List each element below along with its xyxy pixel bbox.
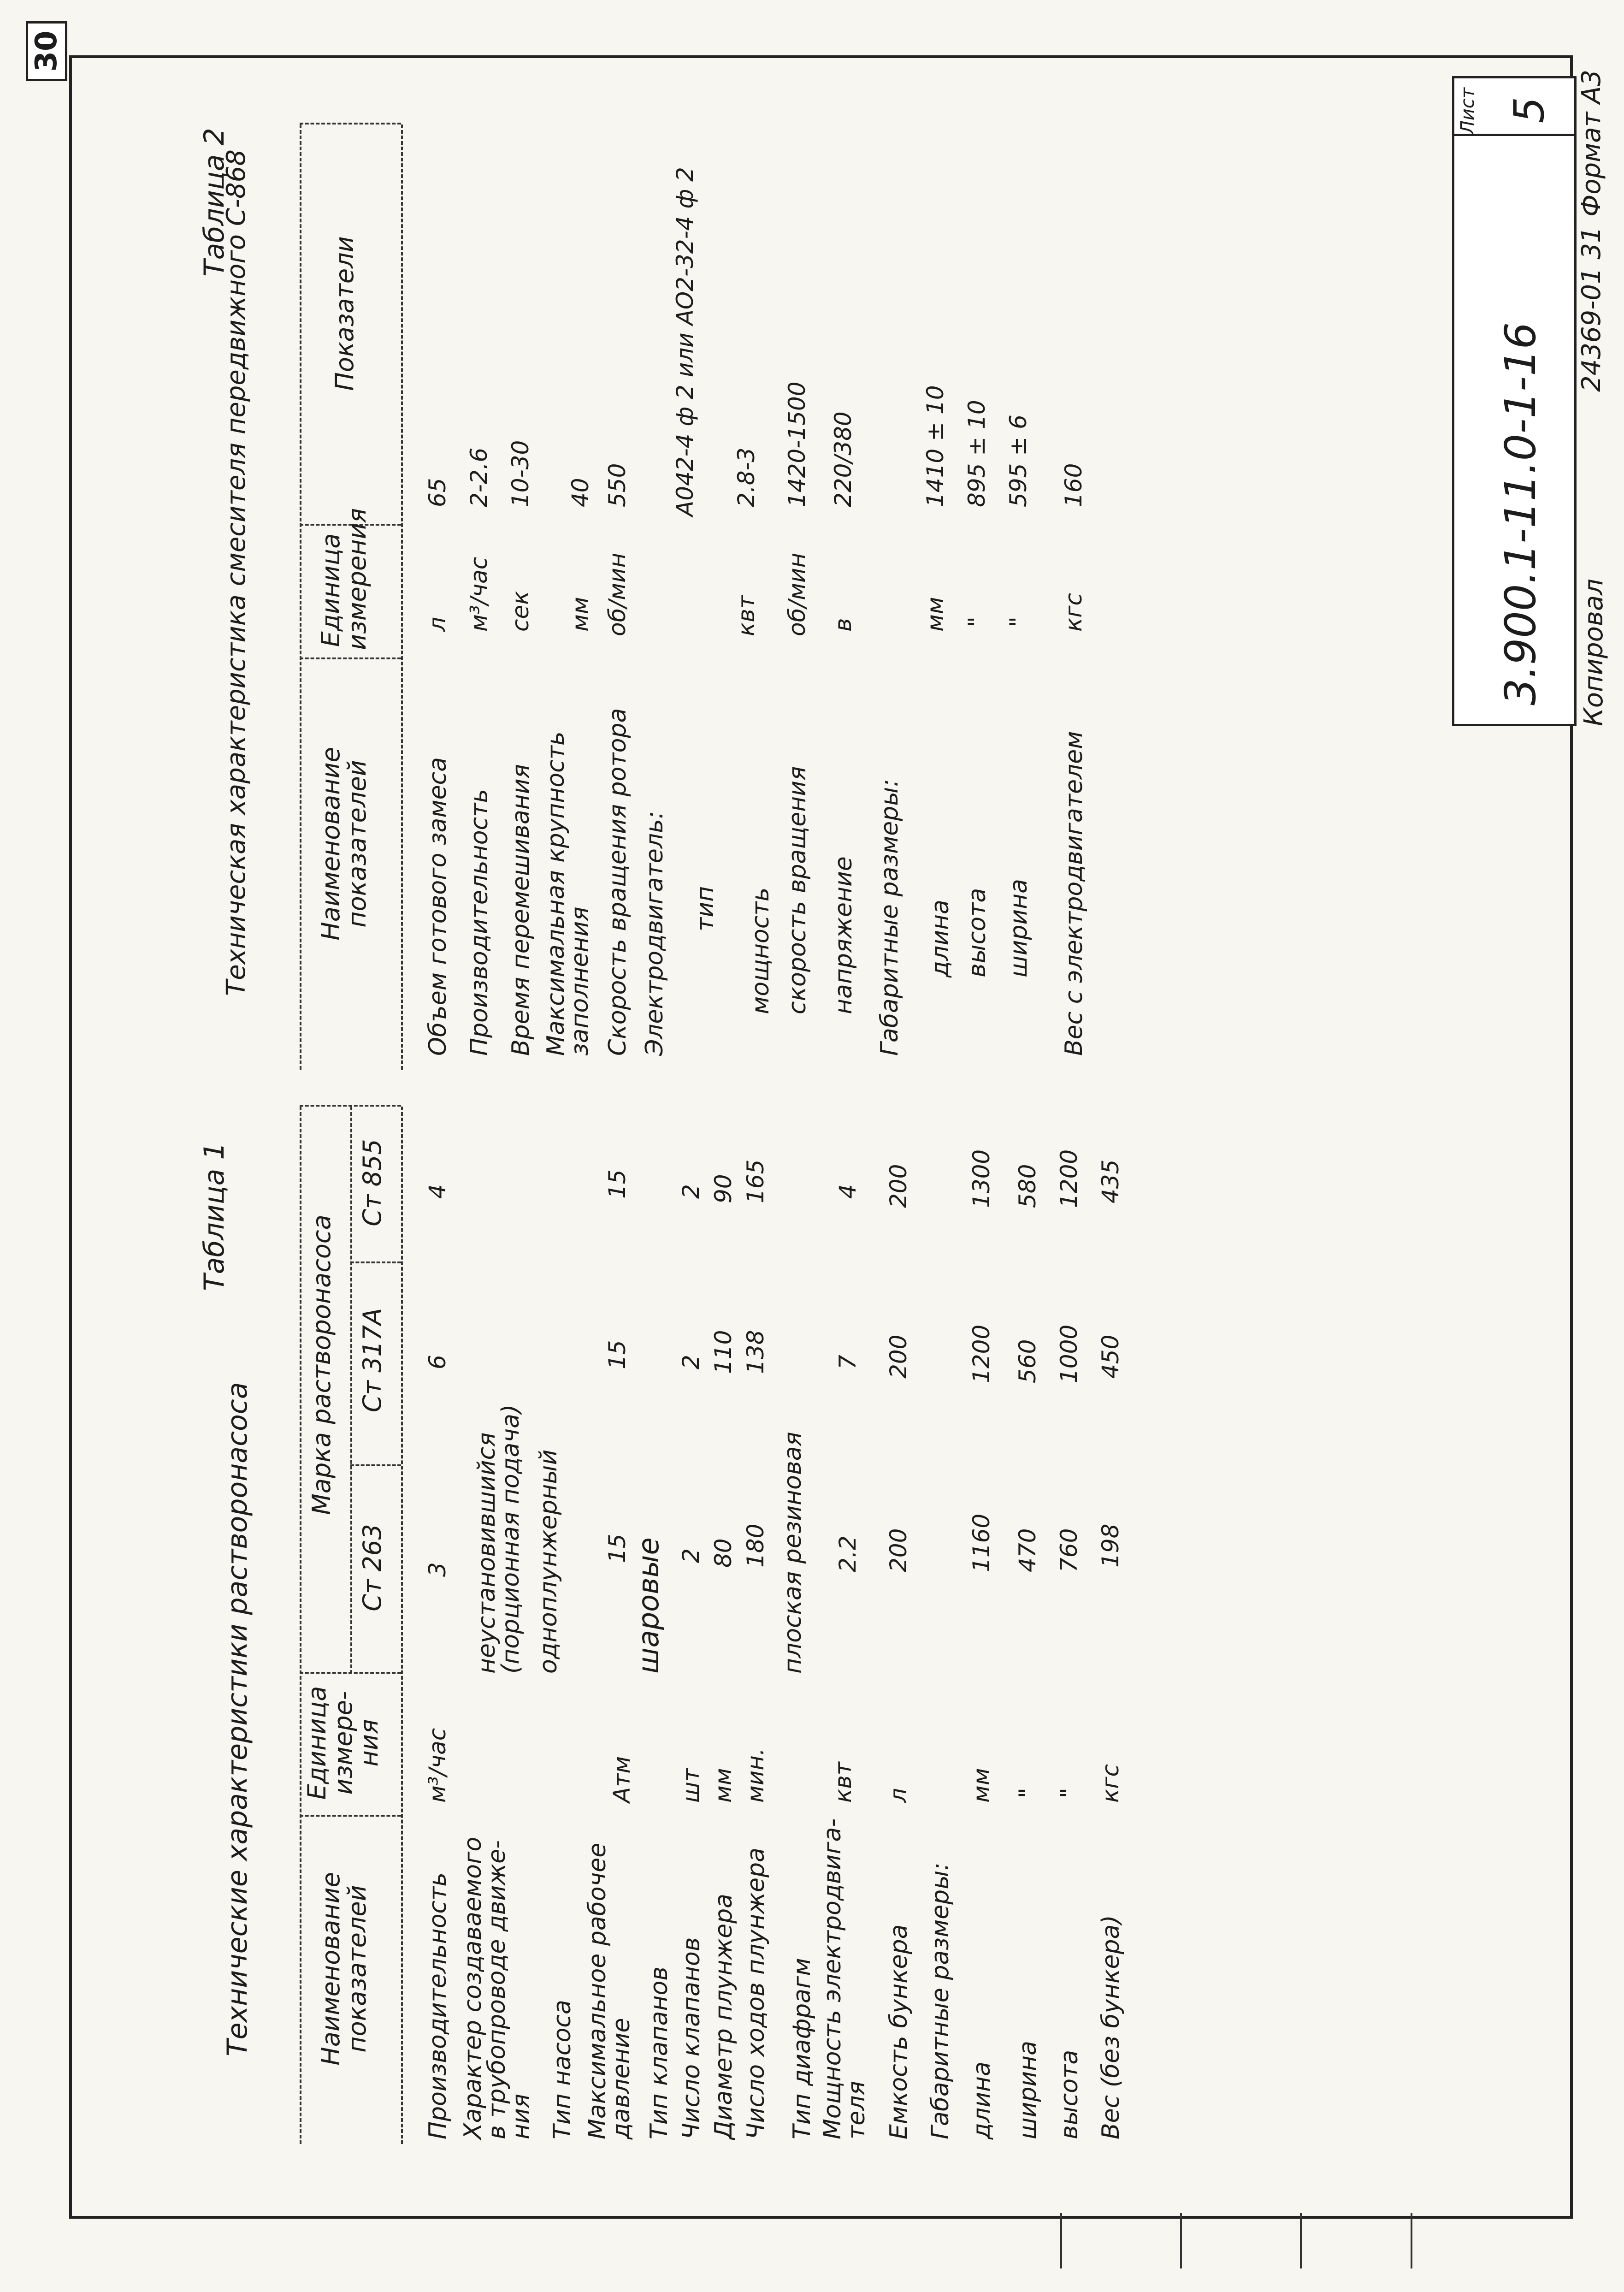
table2-row-name: ширина	[1005, 878, 1033, 977]
table1-row-value: 90	[710, 1174, 737, 1203]
table2-row-value: 895 ± 10	[963, 400, 990, 507]
table1-row-name: Число ходов плунжера	[742, 1848, 770, 2139]
table1-row-value: 580	[1014, 1164, 1041, 1208]
table1-header-unit: Единица измере- ния	[302, 1686, 384, 1800]
table1-row-value: 435	[1097, 1159, 1124, 1203]
table1-row-unit: л	[885, 1788, 912, 1803]
table2-row-value: 1410 ± 10	[922, 385, 949, 507]
table2-header-unit: Единица измерения	[316, 508, 372, 650]
table2-row-name: Скорость вращения ротора	[604, 708, 632, 1056]
title-block	[1452, 76, 1577, 726]
table1-row-value: 198	[1097, 1523, 1124, 1568]
table2-row-name: тип	[691, 886, 719, 931]
sheet-label: Лист	[1457, 88, 1478, 135]
table1-brand-sep	[350, 1107, 352, 1674]
title-block-area	[1406, 55, 1567, 2213]
table1-row-unit: Атм	[608, 1756, 635, 1803]
table1-row-name: Тип насоса	[549, 2000, 576, 2139]
table2-row-name: мощность	[747, 887, 774, 1014]
table2-row-name: Объем готового замеса	[424, 757, 452, 1056]
table1-header-top	[300, 1107, 301, 2144]
table1-row-value: 4	[834, 1184, 861, 1199]
table1-header-brand: Марка растворонасоса	[307, 1214, 336, 1515]
table2-header-top	[300, 124, 301, 1070]
rotated-sheet	[69, 55, 1609, 2213]
table2-row-value: 65	[424, 478, 451, 507]
table1-brand-2: Ст 317А	[358, 1308, 387, 1413]
table1-row-value: 2	[678, 1548, 704, 1563]
table1-row-value: 2	[678, 1184, 704, 1199]
table1-row-value: 200	[885, 1528, 912, 1572]
table1-row-name: высота	[1056, 2049, 1083, 2139]
table1-row-value: 1300	[968, 1149, 995, 1208]
table2-row-value: 10-30	[507, 440, 534, 507]
table2-row-name: скорость вращения	[784, 766, 811, 1014]
margin-divider	[1060, 2213, 1062, 2268]
table1-row-value: 180	[742, 1523, 769, 1568]
table2-row-name: Габаритные размеры:	[876, 779, 904, 1056]
table1-row-name: Тип клапанов	[645, 1966, 673, 2139]
table2-row-value: 2.8-3	[733, 447, 760, 507]
table1-row-span: неустановившийся (порционная подача)	[473, 1404, 525, 1674]
table1-row-unit: "	[1056, 1788, 1082, 1798]
table1-row-unit: мин.	[742, 1748, 769, 1803]
table2-row-unit: "	[963, 616, 990, 627]
table1-col-sep	[300, 1105, 401, 1107]
table1-row-name: Мощность электродвига- теля	[819, 1818, 870, 2139]
table1-brand-3: Ст 855	[358, 1139, 387, 1226]
footer	[1572, 55, 1624, 2213]
table2-row-unit: в	[830, 618, 856, 632]
table1-row-unit: шт	[678, 1768, 704, 1803]
table1-row-value: 560	[1014, 1339, 1041, 1383]
table1-row-unit: мм	[968, 1768, 995, 1803]
table1-row-value: 1000	[1056, 1324, 1082, 1383]
table1-row-value: 6	[424, 1355, 451, 1369]
table1-row-name: Максимальное рабочее давление	[584, 1842, 635, 2139]
table1-row-value: 80	[710, 1538, 737, 1568]
table2-row-name: напряжение	[830, 856, 857, 1014]
table1-row-value: 165	[742, 1159, 769, 1203]
table1-row-value: 7	[834, 1355, 861, 1369]
table2-title: Техническая характеристика смесителя передвижного С-868	[221, 149, 251, 996]
table1-row-name: Габаритные размеры:	[927, 1862, 954, 2139]
table2-row-value: 40	[567, 478, 594, 507]
copied-by: Копировал	[1579, 579, 1609, 726]
table2-row-value: 595 ± 6	[1005, 415, 1032, 507]
sheet-no: 5	[1505, 97, 1553, 124]
table1-row-value: 15	[604, 1340, 631, 1369]
table2-row-unit: об/мин	[604, 552, 631, 636]
table1-row-name: Емкость бункера	[885, 1924, 913, 2139]
table2-col-sep	[300, 123, 401, 124]
table1-row-name: Диаметр плунжера	[710, 1893, 738, 2139]
document-code: 3.900.1-11.0-1-16	[1496, 322, 1545, 705]
table2-row-name: высота	[963, 888, 991, 977]
table1-row-value: 110	[710, 1330, 737, 1374]
table1-row-value: 1200	[1056, 1149, 1082, 1208]
margin-divider	[1180, 2213, 1182, 2268]
table2-row-unit: мм	[922, 597, 949, 632]
table1-row-value: 200	[885, 1164, 912, 1208]
table1-row-value: 1200	[968, 1324, 995, 1383]
table2-row-name: Электродвигатель:	[641, 811, 668, 1056]
table2-row-unit: м³/час	[466, 557, 492, 632]
table1-row-value: 1160	[968, 1513, 995, 1572]
table2-row-name: длина	[927, 900, 954, 977]
table1-label: Таблица 1	[198, 1142, 230, 1291]
table1-row-value: 3	[424, 1562, 451, 1577]
table2-col-sep	[300, 657, 401, 659]
table2-label: Таблица 2	[198, 128, 230, 277]
table2-row-name: Вес с электродвигателем	[1060, 731, 1088, 1056]
margin-divider	[1300, 2213, 1302, 2268]
table1-row-name: Вес (без бункера)	[1097, 1915, 1125, 2139]
table2-row-value: 550	[604, 463, 631, 507]
table1-row-value: 4	[424, 1184, 451, 1199]
table1-row-value: 2	[678, 1355, 704, 1369]
table2-row-unit: л	[424, 617, 451, 632]
table1-row-unit: кгс	[1097, 1764, 1124, 1803]
table1-row-value: 15	[604, 1169, 631, 1199]
table2-row-unit: об/мин	[784, 552, 810, 636]
table1-row-value: 15	[604, 1534, 631, 1563]
table1-row-value: 760	[1056, 1528, 1082, 1572]
table2-row-unit: "	[1005, 616, 1032, 627]
table2-row-name: Время перемешивания	[507, 764, 535, 1056]
table1-valve-type: шаровые	[632, 1537, 665, 1674]
table1-row-unit: квт	[830, 1762, 856, 1803]
sheet-number-box	[26, 21, 67, 81]
table1-row-value: 450	[1097, 1334, 1124, 1379]
table1-row-name: Тип диафрагм	[788, 1958, 816, 2139]
table2-row-unit: квт	[733, 595, 760, 636]
table1-row-value: 2.2	[834, 1535, 861, 1572]
table2-header-value: Показатели	[330, 236, 359, 391]
table1-col-sep	[350, 1261, 401, 1263]
sheet-number: 30	[30, 30, 64, 72]
table2-row-name: Максимальная крупность заполнения	[542, 731, 594, 1056]
table1-row-name: Производительность	[424, 1872, 452, 2139]
table1-row-value: 200	[885, 1334, 912, 1379]
doc-number: 24369-01 31	[1577, 226, 1606, 392]
paper-format: Формат А3	[1577, 70, 1606, 217]
table1-row-unit: мм	[710, 1768, 737, 1803]
table1-row-span: плоская резиновая	[779, 1432, 807, 1674]
table1-row-span: одноплунжерный	[535, 1449, 562, 1674]
table2-row-value: 160	[1060, 463, 1087, 507]
table2-row-value: 2-2.6	[466, 447, 492, 507]
table1-row-unit: м³/час	[424, 1728, 451, 1803]
table1-col-sep	[300, 1815, 401, 1817]
table1-row-value: 138	[742, 1330, 769, 1374]
table1-header-name: Наименование показателей	[316, 1872, 372, 2066]
table1-brand-1: Ст 263	[358, 1524, 387, 1611]
table1-header-bottom	[401, 1107, 403, 2144]
table2-row-value: А042-4 ф 2 или АО2-32-4 ф 2	[672, 167, 698, 516]
table2-header-name: Наименование показателей	[316, 747, 372, 941]
table1-row-unit: "	[1014, 1788, 1041, 1798]
table2-row-value: 220/380	[830, 411, 856, 507]
table1-row-name: ширина	[1014, 2040, 1042, 2139]
table1-row-value: 470	[1014, 1528, 1041, 1572]
table2-row-unit: кгс	[1060, 593, 1087, 632]
table1-row-name: Число клапанов	[678, 1937, 705, 2139]
bottom-margin-strip	[1060, 2213, 1521, 2268]
table1-row-name: длина	[968, 2061, 996, 2139]
table2-row-name: Производительность	[466, 788, 493, 1056]
table2-row-unit: мм	[567, 597, 594, 632]
margin-divider	[1411, 2213, 1412, 2268]
table2-header-bottom	[401, 124, 403, 1070]
table1-title: Технические характеристики растворонасоса	[221, 1382, 254, 2056]
table1-col-sep	[350, 1464, 401, 1466]
table1-row-name: Характер создаваемого в трубопроводе движе- ния	[459, 1836, 535, 2139]
table2-row-value: 1420-1500	[784, 381, 810, 507]
table2-row-unit: сек	[507, 591, 534, 632]
